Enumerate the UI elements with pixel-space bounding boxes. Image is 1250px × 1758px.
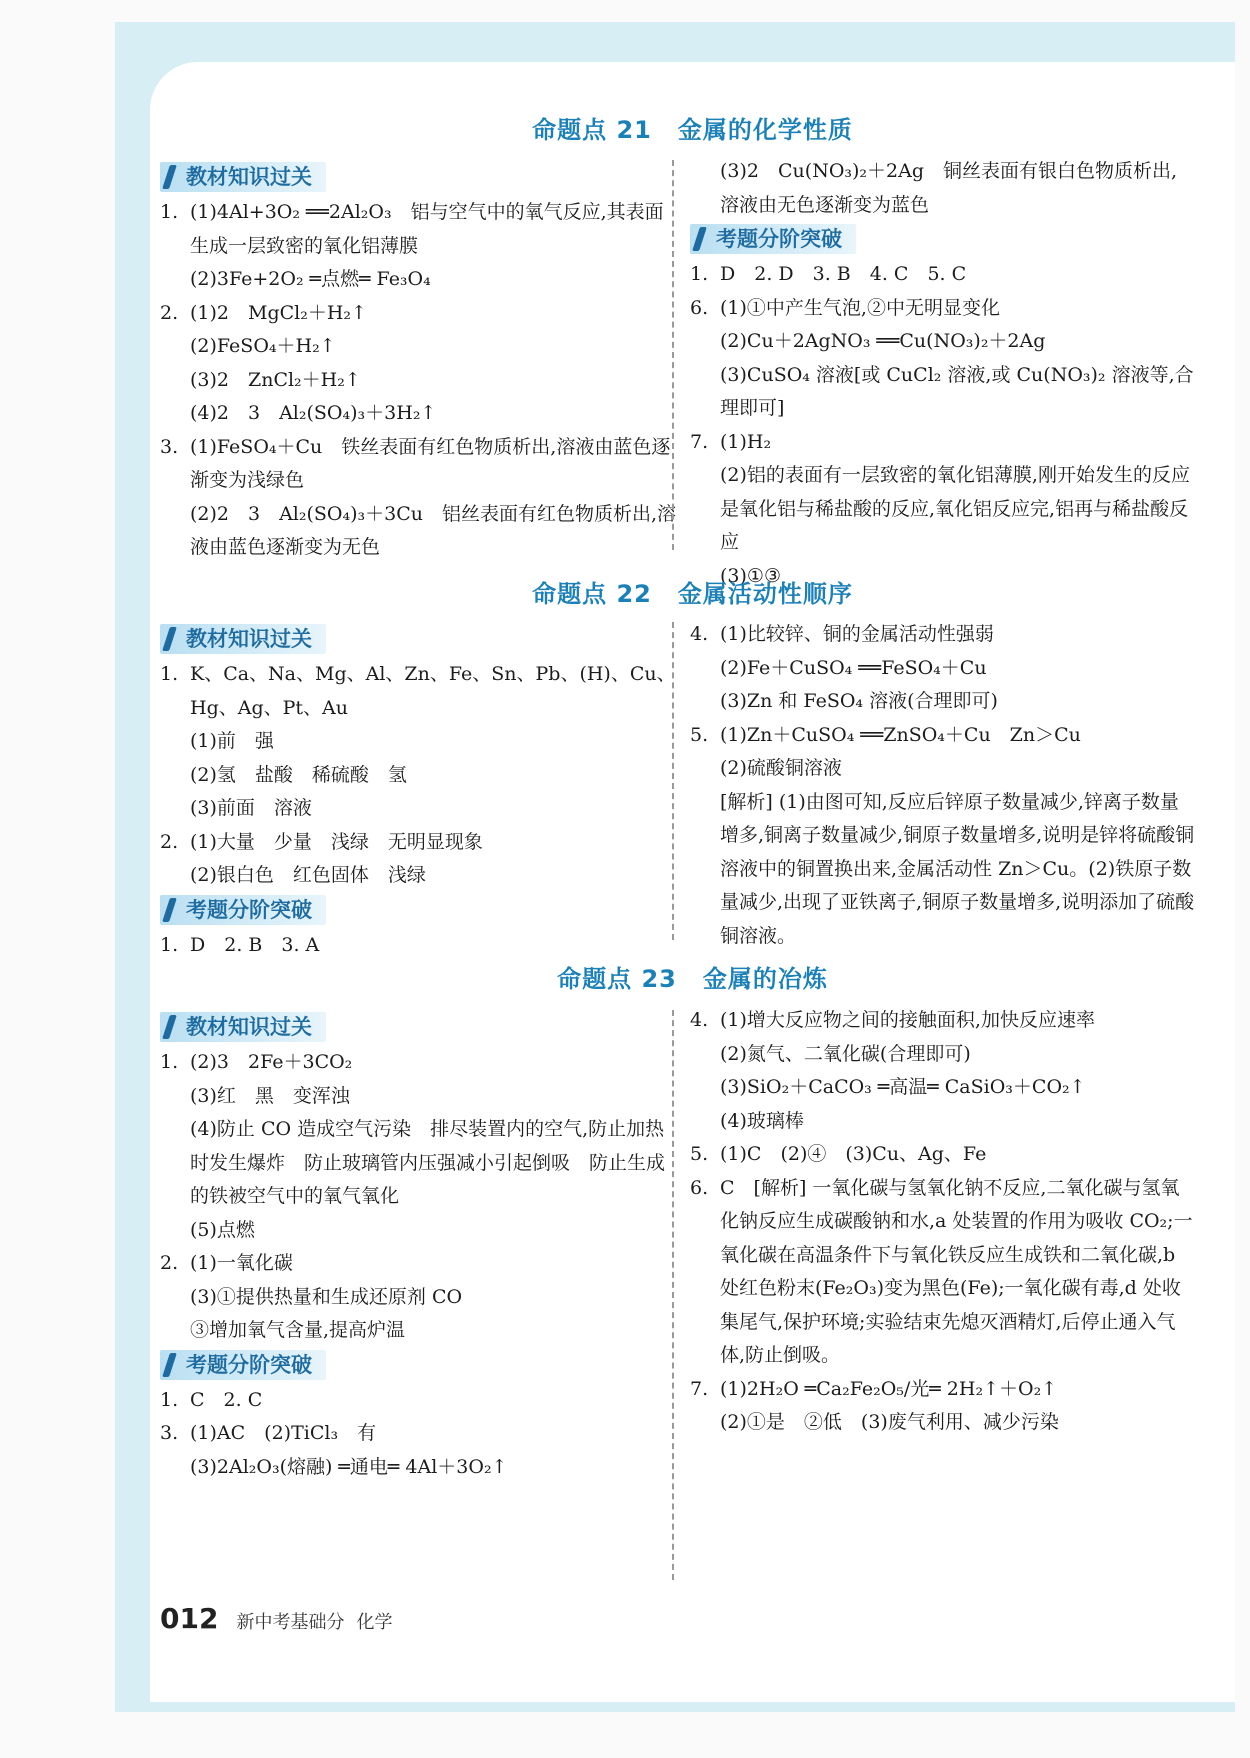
section-21-right-column (690, 155, 1195, 593)
answer-subitem: (2)3Fe+2O₂ ═点燃═ Fe₃O₄ (190, 268, 431, 290)
section-number: 命题点 21 (532, 116, 652, 144)
item-number: 5. (690, 723, 709, 746)
item-number: 1. (160, 201, 179, 223)
answer-item (160, 929, 680, 963)
item-number: 4. (690, 1009, 709, 1031)
item-text: C [解析] 一氧化碳与氢氧化钠不反应,二氧化碳与氢氧化钠反应生成碳酸钠和水,a 处装置的作用为吸收 CO₂;一氧化碳在高温条件下与氧化铁反应生成铁和二氧化碳,b 处红色粉末(Fe₂O₃)变为黑色(Fe);一氧化碳有毒,d 处收集尾气,保护环境;实验结束先熄灭酒精灯,后停止通入气体,防止倒吸。 (720, 1176, 1193, 1366)
item-number: 1. (690, 263, 709, 285)
answer-subitem: (4)玻璃棒 (720, 1109, 804, 1132)
answer-subitem: (3)前面 溶液 (190, 797, 312, 819)
answer-subitem: (1)前 强 (190, 730, 274, 752)
answer-item (690, 258, 1195, 292)
answer-subitem: [解析] (1)由图可知,反应后锌原子数量减少,锌离子数量增多,铜离子数量减少,铜原子数量增多,说明是锌将硫酸铜溶液中的铜置换出来,金属活动性 Zn＞Cu。(2)铁原子数量减少,出现了亚铁离子,铜原子数量增多,说明添加了硫酸铜溶液。 (720, 790, 1195, 947)
subsection-heading-row (160, 160, 680, 196)
item-number: 3. (160, 435, 179, 458)
section-title-22 (150, 574, 1235, 609)
answer-subitem: (2)2 3 Al₂(SO₄)₃＋3Cu 铝丝表面有红色物质析出,溶液由蓝色逐渐变为无色 (190, 502, 677, 558)
answer-subitem: (5)点燃 (190, 1218, 255, 1241)
item-text: D 2. B 3. A (190, 933, 320, 956)
section-title-21 (150, 110, 1235, 145)
answer-item (160, 297, 680, 331)
answer-subitem: (2)FeSO₄＋H₂↑ (190, 335, 336, 357)
answer-item (160, 1384, 680, 1418)
answer-item (690, 719, 1195, 753)
section-23-right-column (690, 1004, 1195, 1440)
section-number: 命题点 22 (532, 580, 652, 608)
answer-subitem: (2)Fe＋CuSO₄ ══FeSO₄＋Cu (720, 656, 987, 679)
answer-subitem: (3)CuSO₄ 溶液[或 CuCl₂ 溶液,或 Cu(NO₃)₂ 溶液等,合理即可] (720, 363, 1194, 419)
item-text: (2)3 2Fe＋3CO₂ (190, 1051, 353, 1073)
answer-item (690, 292, 1195, 326)
column-divider (672, 622, 674, 940)
subsection-heading: 教材知识过关 (160, 162, 326, 192)
item-number: 1. (160, 1051, 179, 1073)
column-divider (672, 160, 674, 550)
item-text: (1)一氧化碳 (190, 1252, 293, 1274)
answer-subitem: (3)2 Cu(NO₃)₂＋2Ag 铜丝表面有银白色物质析出,溶液由无色逐渐变为蓝色 (720, 160, 1178, 216)
item-text: (1)2H₂O ═Ca₂Fe₂O₅/光═ 2H₂↑＋O₂↑ (720, 1377, 1058, 1400)
answer-item (160, 196, 680, 263)
answer-subitem: (3)2 ZnCl₂＋H₂↑ (190, 368, 361, 391)
section-name: 金属的化学性质 (677, 116, 853, 144)
answer-item (160, 658, 680, 725)
answer-subitem: (3)Zn 和 FeSO₄ 溶液(合理即可) (720, 690, 998, 712)
section-23-left-column (160, 1010, 680, 1484)
answer-subitem: (3)SiO₂＋CaCO₃ ═高温═ CaSiO₃＋CO₂↑ (720, 1076, 1086, 1098)
item-text: (1)大量 少量 浅绿 无明显现象 (190, 830, 483, 853)
answer-item (690, 426, 1195, 460)
answer-item (160, 431, 680, 498)
subsection-heading: 考题分阶突破 (160, 895, 326, 925)
section-22-right-column (690, 618, 1195, 953)
page-footer (160, 1602, 392, 1635)
item-number: 4. (690, 623, 709, 645)
subsection-heading-row (690, 222, 1195, 258)
answer-item (690, 618, 1195, 652)
item-text: (1)4Al+3O₂ ══2Al₂O₃ 铝与空气中的氧气反应,其表面生成一层致密的氧化铝薄膜 (190, 201, 664, 257)
item-number: 2. (160, 301, 179, 324)
subsection-heading: 考题分阶突破 (690, 224, 856, 254)
answer-subitem: (3)①③ (720, 564, 781, 587)
item-text: (1)①中产生气泡,②中无明显变化 (720, 296, 1000, 319)
answer-item (690, 1172, 1195, 1373)
item-text: (1)FeSO₄＋Cu 铁丝表面有红色物质析出,溶液由蓝色逐渐变为浅绿色 (190, 435, 671, 491)
section-title-23 (150, 959, 1235, 994)
answer-subitem: (2)银白色 红色固体 浅绿 (190, 864, 426, 886)
item-text: (1)AC (2)TiCl₃ 有 (190, 1422, 377, 1444)
answer-subitem: (2)Cu＋2AgNO₃ ══Cu(NO₃)₂＋2Ag (720, 330, 1046, 352)
item-number: 2. (160, 1252, 179, 1274)
answer-subitem: (3)红 黑 变浑浊 (190, 1084, 350, 1107)
item-number: 6. (690, 296, 709, 319)
item-number: 1. (160, 1388, 179, 1411)
subsection-heading-row (160, 1348, 680, 1384)
item-number: 3. (160, 1422, 179, 1444)
item-text: K、Ca、Na、Mg、Al、Zn、Fe、Sn、Pb、(H)、Cu、Hg、Ag、Pt、Au (190, 663, 676, 719)
answer-subitem: (2)氮气、二氧化碳(合理即可) (720, 1042, 971, 1065)
item-text: D 2. D 3. B 4. C 5. C (720, 263, 967, 285)
section-name: 金属的冶炼 (702, 965, 828, 993)
answer-item (160, 1046, 680, 1080)
item-number: 7. (690, 1377, 709, 1400)
subsection-heading: 教材知识过关 (160, 624, 326, 654)
answer-item (160, 1417, 680, 1451)
answer-subitem: (2)氢 盐酸 稀硫酸 氢 (190, 763, 407, 786)
section-name: 金属活动性顺序 (677, 580, 853, 608)
subsection-heading-row (160, 622, 680, 658)
item-text: (1)C (2)④ (3)Cu、Ag、Fe (720, 1143, 987, 1165)
answer-item (160, 1247, 680, 1281)
item-number: 6. (690, 1176, 709, 1199)
subject-name: 化学 (356, 1612, 393, 1633)
subsection-heading: 考题分阶突破 (160, 1350, 326, 1380)
page-number: 012 (160, 1602, 219, 1635)
book-title: 新中考基础分 (236, 1612, 345, 1633)
item-text: (1)Zn＋CuSO₄ ══ZnSO₄＋Cu Zn＞Cu (720, 723, 1081, 746)
item-number: 5. (690, 1143, 709, 1165)
answer-subitem: (3)2Al₂O₃(熔融) ═通电═ 4Al＋3O₂↑ (190, 1455, 508, 1478)
item-number: 7. (690, 430, 709, 453)
section-21-left-column (160, 160, 680, 565)
subsection-heading-row (160, 893, 680, 929)
item-text: (1)H₂ (720, 430, 772, 453)
subsection-heading-row (160, 1010, 680, 1046)
item-number: 2. (160, 830, 179, 853)
answer-item (690, 1138, 1195, 1172)
answer-subitem: (2)①是 ②低 (3)废气利用、减少污染 (720, 1411, 1059, 1433)
item-text: C 2. C (190, 1388, 263, 1411)
item-text: (1)2 MgCl₂＋H₂↑ (190, 301, 367, 324)
item-text: (1)增大反应物之间的接触面积,加快反应速率 (720, 1009, 1095, 1031)
item-number: 1. (160, 663, 179, 685)
answer-subitem: (3)①提供热量和生成还原剂 CO (190, 1285, 463, 1308)
answer-subitem: ③增加氧气含量,提高炉温 (190, 1319, 406, 1341)
section-number: 命题点 23 (557, 965, 677, 993)
answer-subitem: (4)2 3 Al₂(SO₄)₃＋3H₂↑ (190, 402, 437, 424)
answer-item (690, 1373, 1195, 1407)
answer-subitem: (4)防止 CO 造成空气污染 排尽装置内的空气,防止加热时发生爆炸 防止玻璃管内压强减小引起倒吸 防止生成的铁被空气中的氧气氧化 (190, 1118, 666, 1207)
answer-subitem: (2)铝的表面有一层致密的氧化铝薄膜,刚开始发生的反应是氧化铝与稀盐酸的反应,氧化铝反应完,铝再与稀盐酸反应 (720, 464, 1190, 553)
item-text: (1)比较锌、铜的金属活动性强弱 (720, 623, 994, 645)
answer-subitem: (2)硫酸铜溶液 (720, 757, 842, 779)
column-divider (672, 1010, 674, 1580)
answer-item (690, 1004, 1195, 1038)
section-22-left-column (160, 622, 680, 962)
subsection-heading: 教材知识过关 (160, 1012, 326, 1042)
item-number: 1. (160, 933, 179, 956)
answer-item (160, 826, 680, 860)
